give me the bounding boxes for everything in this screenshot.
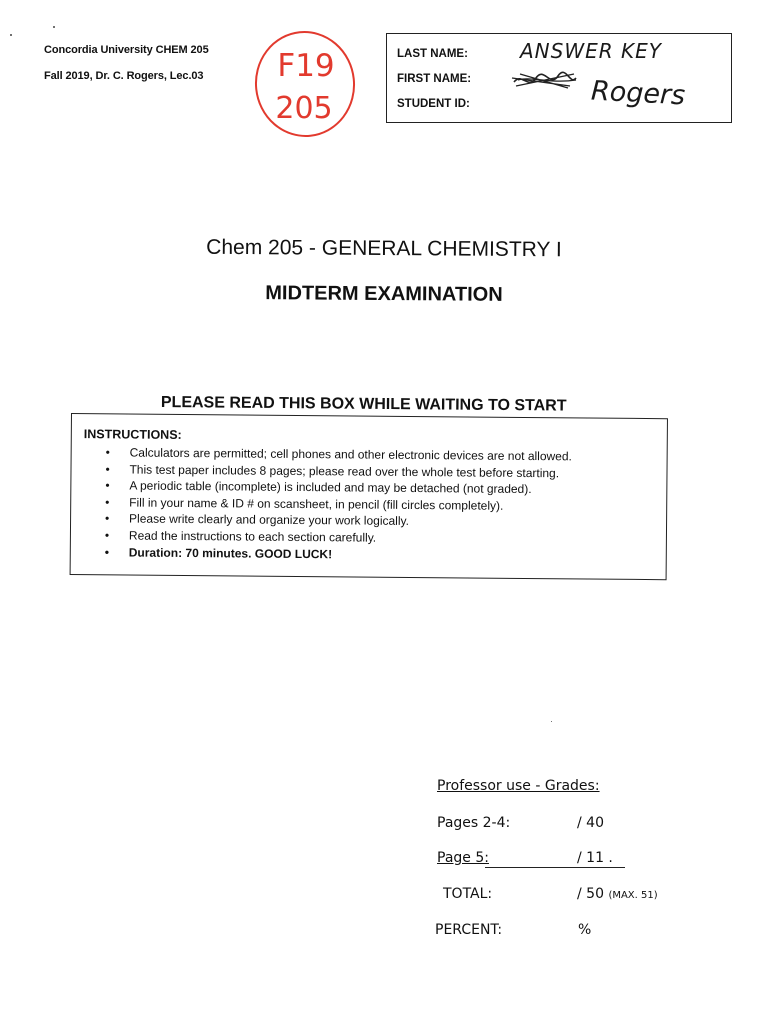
last-name-label: LAST NAME: bbox=[397, 48, 468, 60]
exam-title: MIDTERM EXAMINATION bbox=[265, 282, 503, 306]
course-header-line: Concordia University CHEM 205 bbox=[44, 44, 209, 56]
bullet-icon: • bbox=[104, 528, 110, 543]
grade-row-value: / 11 . bbox=[577, 850, 613, 866]
scan-speck bbox=[53, 26, 55, 28]
bullet-icon: • bbox=[105, 511, 110, 526]
instruction-item: • Read the instructions to each section carefully. bbox=[104, 528, 377, 545]
bullet-icon: • bbox=[105, 495, 110, 510]
first-name-label: FIRST NAME: bbox=[397, 73, 472, 85]
course-title: Chem 205 - GENERAL CHEMISTRY I bbox=[206, 235, 562, 262]
grade-row-value: / 40 bbox=[577, 815, 604, 831]
stamp-bottom-text: 205 bbox=[275, 91, 333, 126]
bullet-icon: • bbox=[105, 461, 110, 476]
scribbled-out-name bbox=[510, 68, 580, 92]
stamp-top-text: F19 bbox=[277, 48, 335, 84]
grade-row-label: PERCENT: bbox=[435, 922, 503, 938]
instruction-item: • Please write clearly and organize your work logically. bbox=[105, 511, 410, 529]
grade-underline bbox=[485, 867, 625, 868]
scan-speck bbox=[551, 721, 552, 722]
term-header-line: Fall 2019, Dr. C. Rogers, Lec.03 bbox=[44, 70, 204, 82]
grade-row-note: (MAX. 51) bbox=[608, 890, 658, 901]
read-box-heading: PLEASE READ THIS BOX WHILE WAITING TO START bbox=[160, 394, 567, 415]
instruction-item: • Calculators are permitted; cell phones and other electronic devices are not allowed. bbox=[105, 445, 572, 464]
instructions-title: INSTRUCTIONS: bbox=[83, 427, 182, 442]
scan-speck bbox=[10, 34, 12, 36]
instruction-item: • Duration: 70 minutes. GOOD LUCK! bbox=[104, 544, 333, 561]
instruction-item: • A periodic table (incomplete) is included and may be detached (not graded). bbox=[105, 478, 532, 497]
last-name-value: ANSWER KEY bbox=[520, 39, 662, 63]
bullet-icon: • bbox=[105, 445, 110, 460]
student-info-box bbox=[386, 33, 732, 123]
course-stamp bbox=[250, 26, 360, 142]
grade-row-label: TOTAL: bbox=[443, 886, 493, 902]
first-name-value: Rogers bbox=[590, 75, 686, 112]
grade-row-label: Pages 2-4: bbox=[437, 815, 511, 831]
instructions-list bbox=[85, 444, 572, 564]
instruction-item: • This test paper includes 8 pages; please read over the whole test before starting. bbox=[105, 461, 560, 480]
grade-row-value: / 50 (MAX. 51) bbox=[577, 886, 658, 902]
bullet-icon: • bbox=[104, 544, 110, 559]
student-id-label: STUDENT ID: bbox=[397, 98, 470, 110]
instructions-box bbox=[70, 413, 668, 580]
grade-row-label: Page 5: bbox=[437, 850, 489, 866]
instruction-item: • Fill in your name & ID # on scansheet, in pencil (fill circles completely). bbox=[105, 495, 504, 513]
grades-heading: Professor use - Grades: bbox=[437, 778, 600, 794]
bullet-icon: • bbox=[105, 478, 110, 493]
grade-row-value: % bbox=[578, 922, 592, 938]
